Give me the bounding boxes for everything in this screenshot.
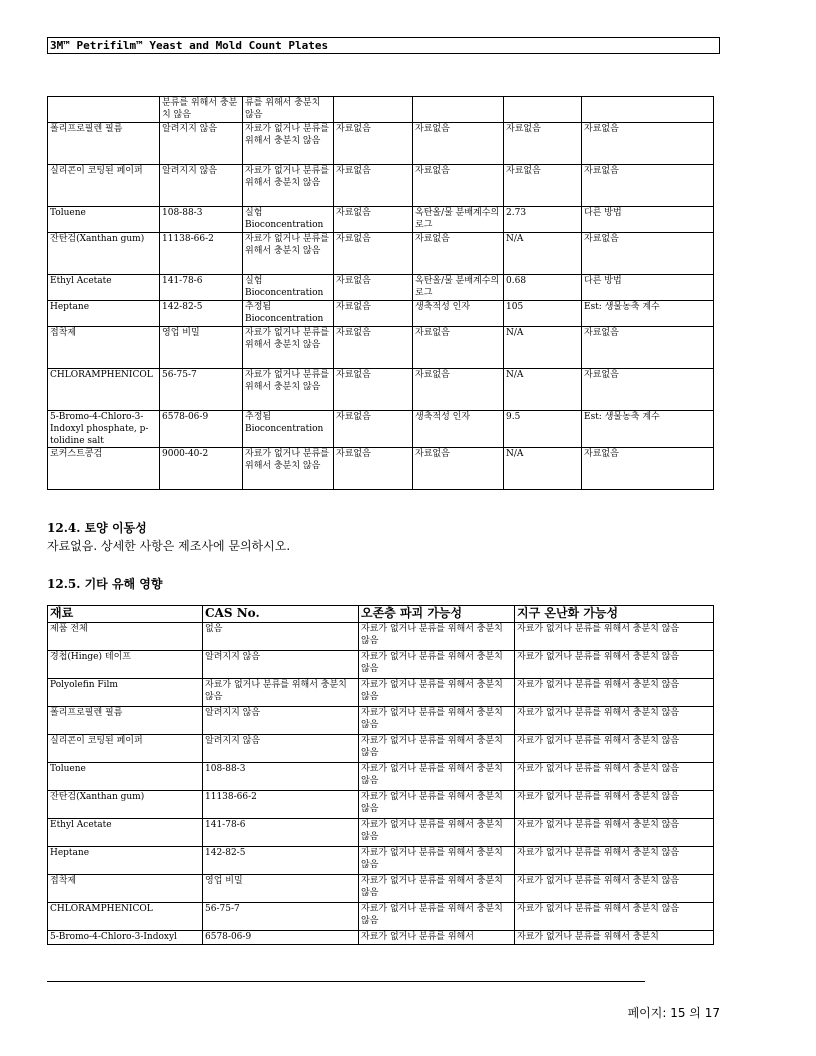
table-cell: 접착제 [48,327,160,369]
table-row [48,875,714,903]
table-cell: 자료가 없거나 분류를 위해서 충분치 않음 [359,819,515,847]
table-row [48,165,714,207]
table-row [48,369,714,411]
bioaccumulation-table [47,96,714,490]
table-cell: N/A [504,448,582,490]
table-cell: 생축적성 인자 [413,301,504,327]
table-cell: 자료없음 [582,448,714,490]
table-cell: 잔탄검(Xanthan gum) [48,233,160,275]
table-row [48,819,714,847]
table-cell: 자료가 없거나 분류를 위해서 충분치 않음 [359,847,515,875]
table-cell: 자료없음 [504,123,582,165]
table-cell: 141-78-6 [160,275,243,301]
table-cell: 제품 전체 [48,623,203,651]
table-row [48,97,714,123]
table-row [48,275,714,301]
table-cell: 자료가 없거나 분류를 위해서 충분치 않음 [359,707,515,735]
table-cell: 자료없음 [334,123,413,165]
table-cell: 로커스트콩검 [48,448,160,490]
table-row [48,931,714,945]
table-cell: 자료가 없거나 분류를 위해서 충분치 않음 [515,763,714,791]
table-cell: 142-82-5 [203,847,359,875]
table-cell: 자료가 없거나 분류를 위해서 충분치 않음 [515,735,714,763]
table-cell: 자료가 없거나 분류를 위해서 충분치 않음 [243,327,334,369]
table-cell: 실리콘이 코팅된 페이퍼 [48,735,203,763]
table-cell [413,97,504,123]
table-cell: 자료없음 [334,369,413,411]
table-cell: Est: 생물농축 계수 [582,411,714,448]
table-cell: 생축적성 인자 [413,411,504,448]
section-12-4-text: 자료없음. 상세한 사항은 제조사에 문의하시오. [47,539,291,553]
table-cell [48,97,160,123]
table-cell: 자료없음 [334,275,413,301]
table-cell: 자료가 없거나 분류를 위해서 충분치 않음 [243,165,334,207]
table-row [48,123,714,165]
table-cell: 6578-06-9 [160,411,243,448]
table-cell: 자료없음 [413,165,504,207]
table-cell: 실리콘이 코팅된 페이퍼 [48,165,160,207]
table-cell: 자료없음 [582,165,714,207]
table-cell: 분류를 위해서 충분치 않음 [160,97,243,123]
table-cell: 폴리프로필렌 필름 [48,123,160,165]
table-row [48,233,714,275]
table-cell: 알려지지 않음 [203,707,359,735]
table-cell: 자료가 없거나 분류를 위해서 충분치 않음 [359,903,515,931]
table-cell: 알려지지 않음 [160,123,243,165]
table-cell: N/A [504,327,582,369]
table-cell: 추정됨 Bioconcentration [243,301,334,327]
table-cell: Toluene [48,763,203,791]
table-cell: 자료가 없거나 분류를 위해서 [359,931,515,945]
table-cell: 자료가 없거나 분류를 위해서 충분치 않음 [359,651,515,679]
table-cell: 알려지지 않음 [160,165,243,207]
table-cell: 9.5 [504,411,582,448]
header-ozone-depletion: 오존층 파괴 가능성 [359,606,515,623]
table-cell: Toluene [48,207,160,233]
table-cell: 자료가 없거나 분류를 위해서 충분치 않음 [515,707,714,735]
table-cell: CHLORAMPHENICOL [48,903,203,931]
table-cell: 자료가 없거나 분류를 위해서 충분치 않음 [359,679,515,707]
table-cell: 자료없음 [334,207,413,233]
table-cell: 자료없음 [413,123,504,165]
table-cell: 없음 [203,623,359,651]
table-cell: 자료가 없거나 분류를 위해서 충분치 않음 [515,651,714,679]
table-cell: Polyolefin Film [48,679,203,707]
table-cell: 자료가 없거나 분류를 위해서 충분치 않음 [515,847,714,875]
table-cell: 105 [504,301,582,327]
table-cell: 다른 방법 [582,207,714,233]
table-cell: 자료가 없거나 분류를 위해서 충분치 않음 [243,233,334,275]
table-row [48,301,714,327]
table-cell: 2.73 [504,207,582,233]
table-cell: 자료가 없거나 분류를 위해서 충분치 않음 [243,369,334,411]
table-cell: 자료가 없거나 분류를 위해서 충분치 않음 [515,679,714,707]
table-cell: 자료가 없거나 분류를 위해서 충분치 [515,931,714,945]
section-12-5-heading: 12.5. 기타 유해 영향 [47,577,163,591]
table-cell: 자료없음 [334,448,413,490]
table-cell: 자료가 없거나 분류를 위해서 충분치 않음 [359,791,515,819]
table-cell: 자료없음 [504,165,582,207]
table-cell: Heptane [48,847,203,875]
header-global-warming: 지구 온난화 가능성 [515,606,714,623]
table-cell: Ethyl Acetate [48,275,160,301]
table-cell: 자료가 없거나 분류를 위해서 충분치 않음 [359,623,515,651]
table-cell: 자료가 없거나 분류를 위해서 충분치 않음 [243,123,334,165]
section-12-4-heading: 12.4. 토양 이동성 [47,521,147,535]
table-cell: 자료가 없거나 분류를 위해서 충분치 않음 [203,679,359,707]
table-cell [504,97,582,123]
table-cell: 접착제 [48,875,203,903]
table-cell: 5-Bromo-4-Chloro-3-Indoxyl phosphate, p-tolidine salt [48,411,160,448]
table-cell: 자료없음 [582,123,714,165]
table-cell: N/A [504,233,582,275]
table-cell: 자료없음 [334,301,413,327]
table-cell: Ethyl Acetate [48,819,203,847]
table-cell: 56-75-7 [203,903,359,931]
table-cell: 자료가 없거나 분류를 위해서 충분치 않음 [359,763,515,791]
footer-rule [47,981,645,982]
table-cell: 142-82-5 [160,301,243,327]
table-cell: 실험 Bioconcentration [243,275,334,301]
table-cell: 자료없음 [334,327,413,369]
table-cell: 6578-06-9 [203,931,359,945]
table-cell: 경첩(Hinge) 테이프 [48,651,203,679]
table-row [48,847,714,875]
table-cell: 자료없음 [413,327,504,369]
table-row [48,679,714,707]
table-cell: N/A [504,369,582,411]
table-row [48,903,714,931]
table-cell: 0.68 [504,275,582,301]
table-cell: 자료가 없거나 분류를 위해서 충분치 않음 [359,875,515,903]
table-cell: 자료없음 [582,369,714,411]
table-row [48,763,714,791]
other-adverse-effects-table [47,605,714,945]
table-cell: 11138-66-2 [160,233,243,275]
table-cell: 108-88-3 [203,763,359,791]
table-cell: 다른 방법 [582,275,714,301]
table-cell: 자료없음 [582,327,714,369]
table-row [48,707,714,735]
table-cell: 141-78-6 [203,819,359,847]
table-cell [582,97,714,123]
document-header: 3M™ Petrifilm™ Yeast and Mold Count Plates [47,37,720,54]
table-cell: 류를 위해서 충분치 않음 [243,97,334,123]
table-cell: 자료없음 [413,369,504,411]
header-cas-no: CAS No. [203,606,359,623]
table-cell: 영업 비밀 [160,327,243,369]
header-material: 재료 [48,606,203,623]
table-cell: 56-75-7 [160,369,243,411]
table-cell: 자료가 없거나 분류를 위해서 충분치 않음 [359,735,515,763]
table-cell: 11138-66-2 [203,791,359,819]
table-header-row [48,606,714,623]
table-cell: 자료가 없거나 분류를 위해서 충분치 않음 [515,903,714,931]
table-row [48,448,714,490]
table-cell: 5-Bromo-4-Chloro-3-Indoxyl [48,931,203,945]
table-cell: 추정됨 Bioconcentration [243,411,334,448]
table-cell: 영업 비밀 [203,875,359,903]
table-cell: 실험 Bioconcentration [243,207,334,233]
table-row [48,207,714,233]
table-cell: 폴리프로필렌 필름 [48,707,203,735]
table-cell: 잔탄검(Xanthan gum) [48,791,203,819]
table-cell: 자료없음 [334,165,413,207]
table-cell: 자료없음 [413,233,504,275]
table-row [48,327,714,369]
table-cell: 자료없음 [334,411,413,448]
table-cell: 9000-40-2 [160,448,243,490]
table-cell: 자료가 없거나 분류를 위해서 충분치 않음 [515,791,714,819]
table-row [48,411,714,448]
table-row [48,623,714,651]
table-cell: 알려지지 않음 [203,651,359,679]
table-cell: Heptane [48,301,160,327]
page-number: 페이지: 15 의 17 [627,1006,720,1020]
table-cell: 알려지지 않음 [203,735,359,763]
table-cell: 자료없음 [413,448,504,490]
table-row [48,791,714,819]
table-cell: 108-88-3 [160,207,243,233]
table-cell [334,97,413,123]
table-cell: 옥탄올/물 분배계수의 로그 [413,207,504,233]
table-cell: 옥탄올/물 분배계수의 로그 [413,275,504,301]
table-cell: 자료가 없거나 분류를 위해서 충분치 않음 [243,448,334,490]
table-cell: 자료없음 [334,233,413,275]
table-cell: 자료없음 [582,233,714,275]
table-cell: 자료가 없거나 분류를 위해서 충분치 않음 [515,819,714,847]
table-cell: 자료가 없거나 분류를 위해서 충분치 않음 [515,875,714,903]
table-cell: CHLORAMPHENICOL [48,369,160,411]
table-cell: 자료가 없거나 분류를 위해서 충분치 않음 [515,623,714,651]
table-row [48,651,714,679]
table-cell: Est: 생물농축 계수 [582,301,714,327]
table-row [48,735,714,763]
